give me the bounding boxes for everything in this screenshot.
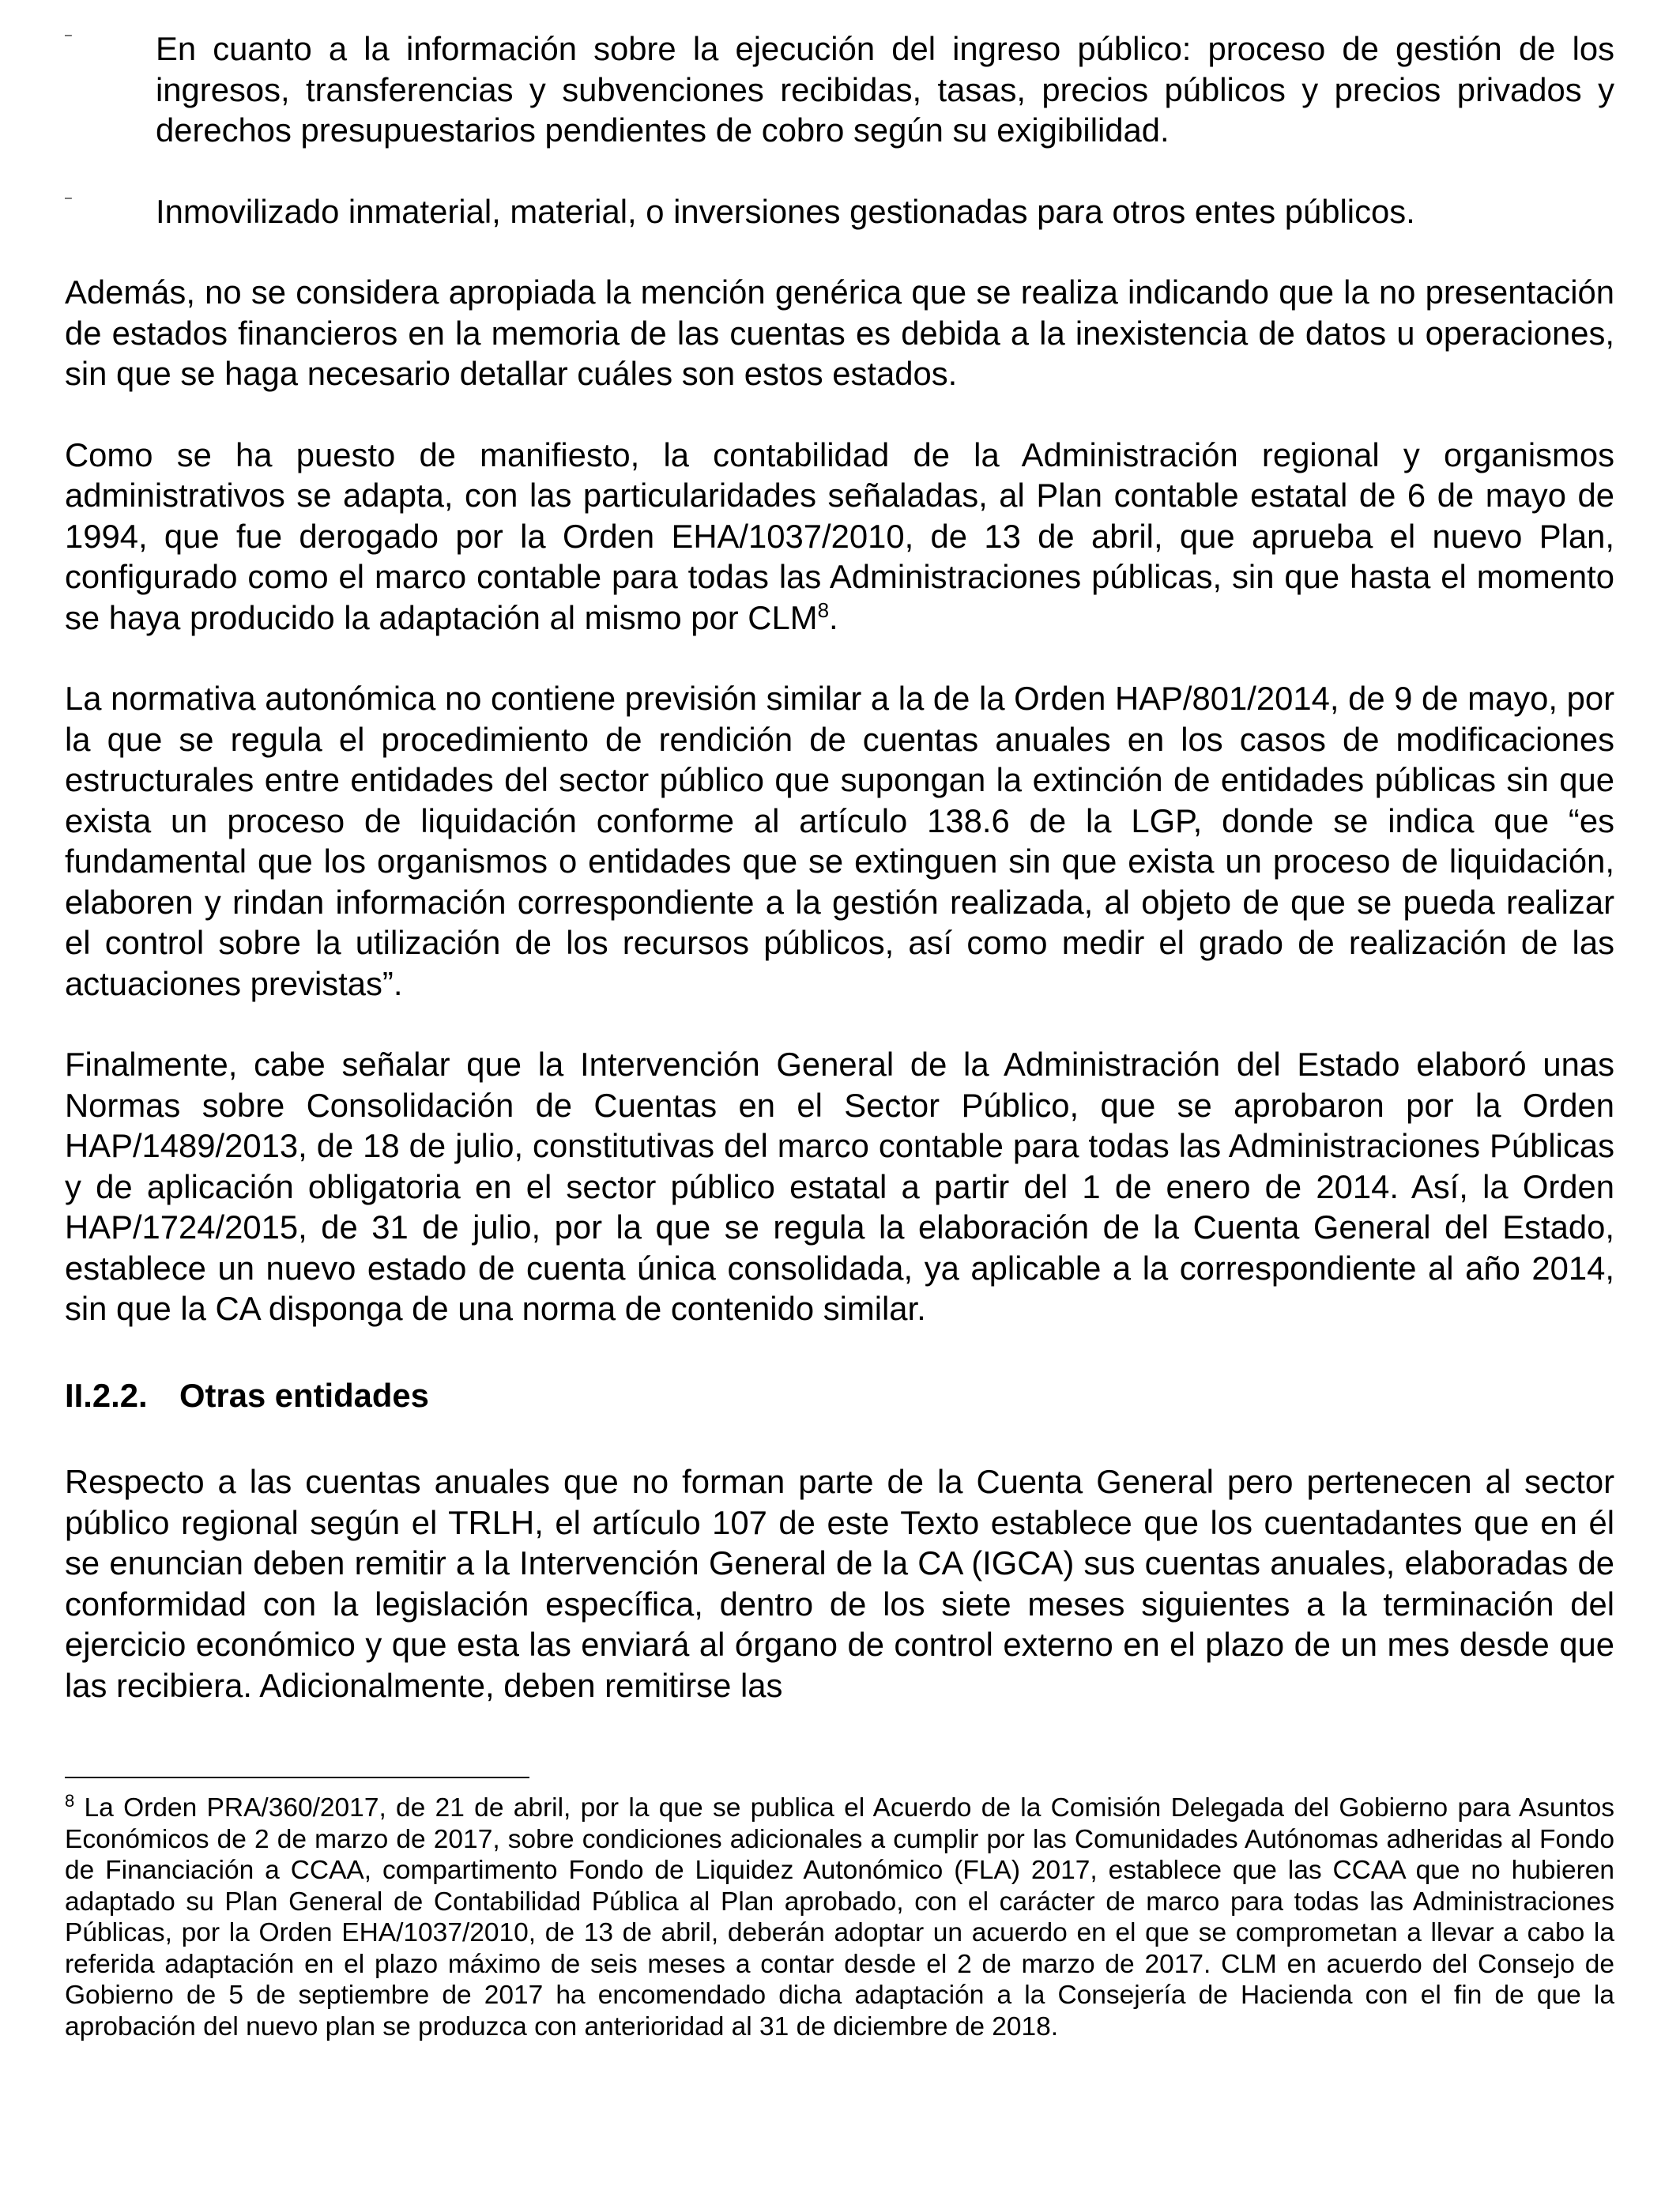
paragraph-plan-contable [65, 435, 1614, 639]
paragraph-cuentas-anuales: Respecto a las cuentas anuales que no forman parte de la Cuenta General pero pertenecen al sector público regional según el TRLH, el artículo 107 de este Texto establece que los cuentadantes que en él se enuncian deben remitir a la Intervención General de la CA (IGCA) sus cuentas anuales, elaboradas de conformidad con la legislación específica, dentro de los siete meses siguientes a la terminación del ejercicio económico y que esta las enviará al órgano de control externo en el plazo de un mes desde que las recibiera. Adicionalmente, deben remitirse las [65, 1463, 1614, 1704]
footnote-number: 8 [65, 1790, 75, 1811]
footnote [65, 1790, 1614, 2042]
section-number: II.2.2. [65, 1376, 148, 1414]
paragraph-end: . [829, 598, 838, 636]
paragraph-normativa-autonomica: La normativa autonómica no contiene previsión similar a la de la Orden HAP/801/2014, de 9 de mayo, por la que se regula el procedimiento de rendición de cuentas anuales en los casos de modificaciones estructurales entre entidades del sector público que supongan la extinción de entidades públicas sin que exista un proceso de liquidación conforme al artículo 138.6 de la LGP, donde se indica que “es fundamental que los organismos o entidades que se extinguen sin que exista un proceso de liquidación, elaboren y rindan información correspondiente a la gestión realizada, al objeto de que se pueda realizar el control sobre la utilización de los recursos públicos, así como medir el grado de realización de las actuaciones previstas”. [65, 680, 1614, 1002]
bullet-dash: – [65, 190, 72, 205]
footnote-text: La Orden PRA/360/2017, de 21 de abril, por la que se publica el Acuerdo de la Comisión Delegada del Gobierno para Asuntos Económicos de 2 de marzo de 2017, sobre condiciones adicionales a cumplir por las Comunidades Autónomas adheridas al Fondo de Financiación a CCAA, compartimento Fondo de Liquidez Autonómico (FLA) 2017, establece que las CCAA que no hubieren adaptado su Plan General de Contabilidad Pública al Plan aprobado, con el carácter de marco para todas las Administraciones Públicas, por la Orden EHA/1037/2010, de 13 de abril, deberán adoptar un acuerdo en el que se comprometan a llevar a cabo la referida adaptación en el plazo máximo de seis meses a contar desde el 2 de marzo de 2017. CLM en acuerdo del Consejo de Gobierno de 5 de septiembre de 2017 ha encomendado dicha adaptación a la Consejería de Hacienda con el fin de que la aprobación del nuevo plan se produzca con anterioridad al 31 de diciembre de 2018. [65, 1793, 1614, 2041]
footnote-separator [65, 1777, 529, 1778]
bullet-item-inmovilizado [65, 191, 1614, 232]
document-page [65, 28, 1614, 1706]
paragraph-mencion-generica: Además, no se considera apropiada la mención genérica que se realiza indicando que la no presentación de estados financieros en la memoria de las cuentas es debida a la inexistencia de datos u operaciones, sin que se haga necesario detallar cuáles son estos estados. [65, 273, 1614, 392]
bullet-item-ingreso [65, 28, 1614, 151]
section-title: Otras entidades [179, 1376, 429, 1414]
bullet-text: En cuanto a la información sobre la ejecución del ingreso público: proceso de gestión de los ingresos, transferencias y subvenciones recibidas, tasas, precios públicos y precios privados y derechos presupuestarios pendientes de cobro según su exigibilidad. [156, 30, 1614, 149]
paragraph-text: Como se ha puesto de manifiesto, la contabilidad de la Administración regional y organismos administrativos se adapta, con las particularidades señaladas, al Plan contable estatal de 6 de mayo de 1994, que fue derogado por la Orden EHA/1037/2010, de 13 de abril, que aprueba el nuevo Plan, configurado como el marco contable para todas las Administraciones públicas, sin que hasta el momento se haya producido la adaptación al mismo por CLM [65, 435, 1614, 636]
bullet-dash: – [65, 28, 72, 42]
section-heading [65, 1375, 1614, 1416]
paragraph-finalmente: Finalmente, cabe señalar que la Intervención General de la Administración del Estado elaboró unas Normas sobre Consolidación de Cuentas en el Sector Público, que se aprobaron por la Orden HAP/1489/2013, de 18 de julio, constitutivas del marco contable para todas las Administraciones Públicas y de aplicación obligatoria en el sector público estatal a partir del 1 de enero de 2014. Así, la Orden HAP/1724/2015, de 31 de julio, por la que se regula la elaboración de la Cuenta General del Estado, establece un nuevo estado de cuenta única consolidada, ya aplicable a la correspondiente al año 2014, sin que la CA disponga de una norma de contenido similar. [65, 1046, 1614, 1327]
footnote-reference[interactable]: 8 [817, 598, 830, 622]
bullet-text: Inmovilizado inmaterial, material, o inversiones gestionadas para otros entes públicos. [156, 192, 1415, 230]
